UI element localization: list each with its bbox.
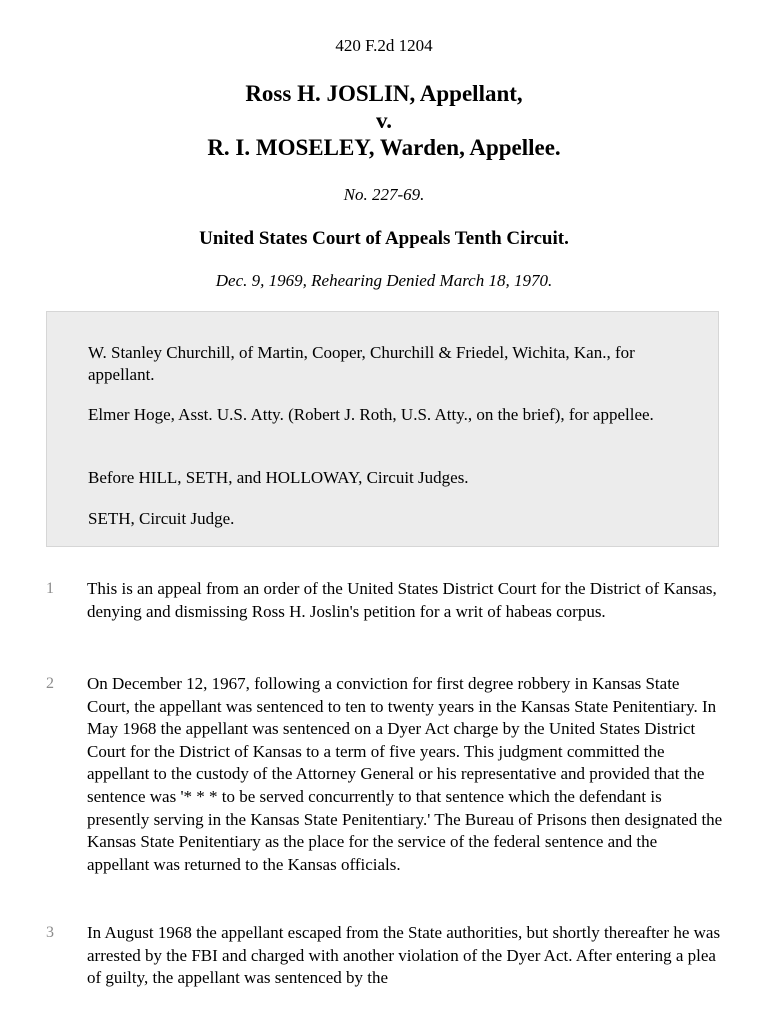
court-name: United States Court of Appeals Tenth Circuit. [199,228,569,249]
case-title [0,80,768,161]
decision-dates: Dec. 9, 1969, Rehearing Denied March 18, 1970. [215,271,553,290]
opinion-author: SETH, Circuit Judge. [88,509,235,528]
paragraph-text: In August 1968 the appellant escaped from the State authorities, but shortly thereafter he was arrested by the FBI and charged with another violation of the Dyer Act. After entering a plea of guilty, the appellant was sentenced by the [87,923,721,988]
paragraph-number: 3 [46,924,54,941]
paragraph-number: 1 [46,580,54,597]
case-citation: 420 F.2d 1204 [335,36,433,55]
case-title-versus: v. [376,108,392,133]
paragraph-number: 2 [46,675,54,692]
paragraph-text: This is an appeal from an order of the United States District Court for the District of Kansas, denying and dismissing Ross H. Joslin's petition for a writ of habeas corpus. [87,579,717,621]
docket-number: No. 227-69. [343,185,425,204]
panel-judges: Before HILL, SETH, and HOLLOWAY, Circuit Judges. [88,468,469,487]
headnotes-box [46,311,719,547]
case-title-appellee: R. I. MOSELEY, Warden, Appellee. [207,135,561,160]
case-title-appellant: Ross H. JOSLIN, Appellant, [245,81,523,106]
counsel-for-appellant: W. Stanley Churchill, of Martin, Cooper, Churchill & Friedel, Wichita, Kan., for appellant. [88,343,635,384]
paragraph-text: On December 12, 1967, following a conviction for first degree robbery in Kansas State Court, the appellant was sentenced to ten to twenty years in the Kansas State Penitentiary. In May 1968 the appellant was sentenced on a Dyer Act charge by the United States District Court for the District of Kansas to a term of five years. This judgment committed the appellant to the custody of the Attorney General or his representative and provided that the sentence was '* * * to be served concurrently to that sentence which the defendant is presently serving in the Kansas State Penitentiary.' The Bureau of Prisons then designated the Kansas State Penitentiary as the place for the service of the federal sentence and the appellant was returned to the Kansas officials. [87,674,723,874]
counsel-for-appellee: Elmer Hoge, Asst. U.S. Atty. (Robert J. Roth, U.S. Atty., on the brief), for appellee. [88,405,654,424]
